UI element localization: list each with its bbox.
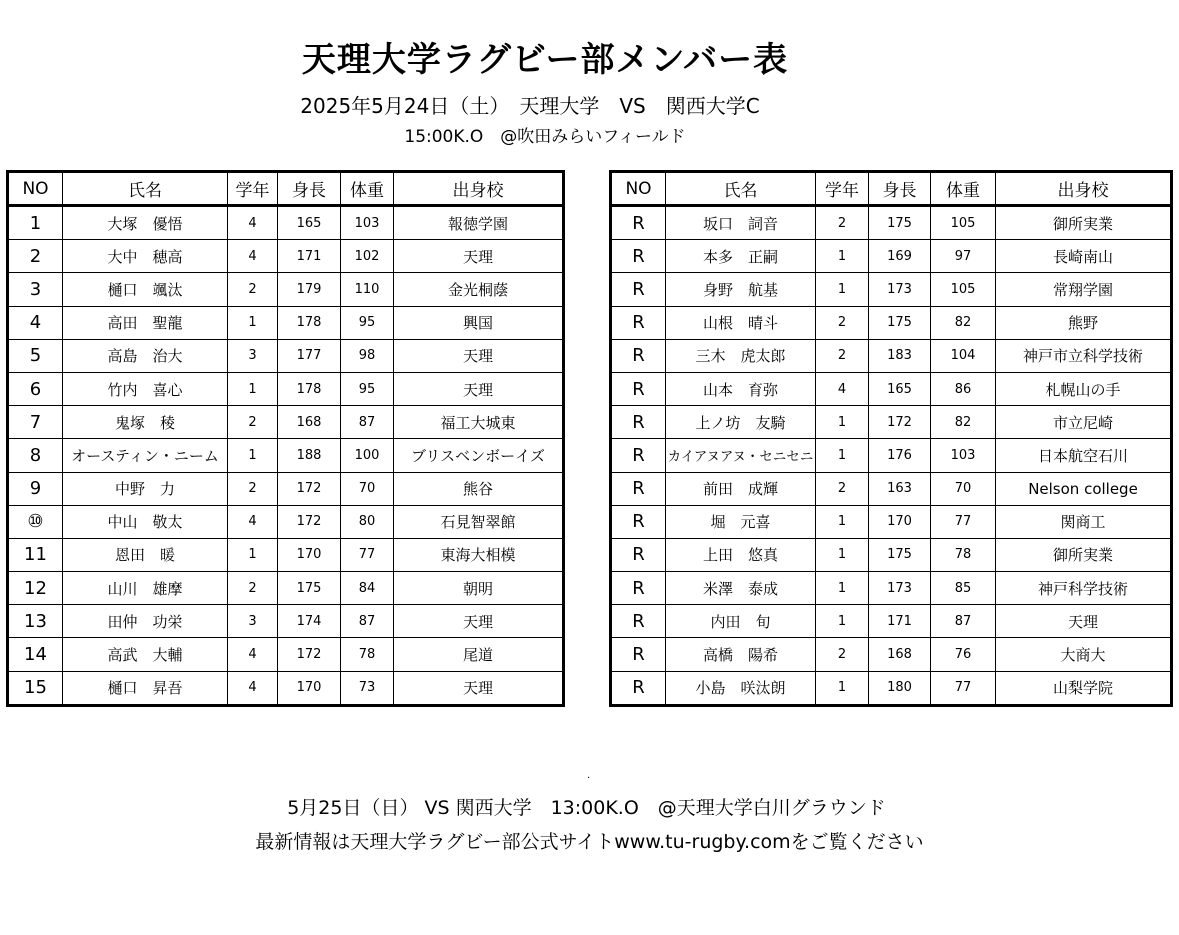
player-height: 180 [869,671,931,705]
player-name: 小島 咲汰朗 [666,671,816,705]
player-name: 恩田 暖 [63,538,228,571]
player-name: 米澤 泰成 [666,572,816,605]
player-grade: 2 [816,472,869,505]
player-number: 14 [8,638,63,671]
header-name: 氏名 [63,172,228,206]
player-height: 169 [869,240,931,273]
player-school: 天理 [394,339,564,372]
player-name: 山根 晴斗 [666,306,816,339]
player-weight: 87 [931,605,996,638]
player-weight: 87 [341,605,394,638]
player-number: R [611,572,666,605]
player-height: 170 [278,671,341,705]
player-grade: 1 [816,406,869,439]
player-weight: 76 [931,638,996,671]
table-row [8,306,564,339]
header-name: 氏名 [666,172,816,206]
player-grade: 2 [228,406,278,439]
table-row [611,339,1172,372]
player-grade: 1 [816,439,869,472]
player-weight: 97 [931,240,996,273]
player-school: 長崎南山 [996,240,1172,273]
player-number: R [611,372,666,405]
player-school: 報徳学園 [394,206,564,240]
player-school: 尾道 [394,638,564,671]
player-name: 大中 穂高 [63,240,228,273]
player-weight: 78 [931,538,996,571]
player-school: ブリスベンボーイズ [394,439,564,472]
player-number: 11 [8,538,63,571]
player-number: 12 [8,572,63,605]
player-number: 9 [8,472,63,505]
player-name: 高田 聖龍 [63,306,228,339]
player-grade: 1 [228,439,278,472]
player-name: 高武 大輔 [63,638,228,671]
player-weight: 105 [931,206,996,240]
player-weight: 73 [341,671,394,705]
table-row [8,206,564,240]
player-school: 熊野 [996,306,1172,339]
player-weight: 102 [341,240,394,273]
player-weight: 77 [931,671,996,705]
next-match-info [0,793,1179,820]
player-name: 高島 治大 [63,339,228,372]
player-weight: 84 [341,572,394,605]
player-number: R [611,439,666,472]
player-school: 金光桐蔭 [394,273,564,306]
player-grade: 4 [228,505,278,538]
player-grade: 1 [816,505,869,538]
player-height: 175 [869,538,931,571]
player-height: 177 [278,339,341,372]
player-name: 内田 旬 [666,605,816,638]
player-weight: 110 [341,273,394,306]
player-weight: 95 [341,372,394,405]
table-row [611,372,1172,405]
player-name: 上田 悠真 [666,538,816,571]
table-row [8,505,564,538]
player-grade: 4 [816,372,869,405]
player-number: 3 [8,273,63,306]
reserves-table [609,170,1173,707]
header-school: 出身校 [996,172,1172,206]
player-grade: 4 [228,638,278,671]
player-height: 172 [869,406,931,439]
player-weight: 80 [341,505,394,538]
header-height: 身長 [278,172,341,206]
player-school: 東海大相模 [394,538,564,571]
player-weight: 105 [931,273,996,306]
table-row [8,572,564,605]
player-name: 高橋 陽希 [666,638,816,671]
player-school: 札幌山の手 [996,372,1172,405]
player-name: 三木 虎太郎 [666,339,816,372]
table-row [8,372,564,405]
player-name: 竹内 喜心 [63,372,228,405]
player-grade: 2 [816,339,869,372]
player-school: 天理 [394,240,564,273]
player-grade: 1 [816,605,869,638]
player-weight: 82 [931,406,996,439]
player-height: 165 [869,372,931,405]
player-height: 175 [869,306,931,339]
player-number: 5 [8,339,63,372]
player-school: 御所実業 [996,538,1172,571]
player-grade: 1 [228,306,278,339]
player-height: 170 [869,505,931,538]
player-height: 178 [278,306,341,339]
player-grade: 2 [228,472,278,505]
player-number: 8 [8,439,63,472]
table-row [8,538,564,571]
player-number: R [611,406,666,439]
table-row [611,638,1172,671]
table-row [8,472,564,505]
player-weight: 87 [341,406,394,439]
player-school: 天理 [394,372,564,405]
player-weight: 77 [931,505,996,538]
table-row [611,306,1172,339]
player-grade: 2 [816,638,869,671]
player-name: 大塚 優悟 [63,206,228,240]
table-row [8,240,564,273]
player-grade: 1 [816,671,869,705]
player-height: 171 [869,605,931,638]
player-number: R [611,273,666,306]
table-row [611,505,1172,538]
player-weight: 78 [341,638,394,671]
player-name: 坂口 詞音 [666,206,816,240]
player-school: 市立尼崎 [996,406,1172,439]
player-name: 前田 成輝 [666,472,816,505]
player-height: 178 [278,372,341,405]
player-name: 樋口 昇吾 [63,671,228,705]
player-grade: 1 [228,372,278,405]
player-name: カイアヌアヌ・セニセニ [666,439,816,472]
player-number: R [611,306,666,339]
player-school: 石見智翠館 [394,505,564,538]
player-height: 173 [869,273,931,306]
player-school: 朝明 [394,572,564,605]
player-school: 天理 [394,605,564,638]
header-grade: 学年 [228,172,278,206]
player-grade: 2 [228,572,278,605]
page-title: 天理大学ラグビー部メンバー表 [301,40,789,80]
player-weight: 104 [931,339,996,372]
player-number: R [611,505,666,538]
player-name: オースティン・ニーム [63,439,228,472]
header-no: NO [8,172,63,206]
table-row [611,572,1172,605]
player-height: 165 [278,206,341,240]
table-row [611,406,1172,439]
player-weight: 86 [931,372,996,405]
table-row [8,439,564,472]
player-number: 2 [8,240,63,273]
player-school: 神戸科学技術 [996,572,1172,605]
kickoff-venue: 15:00K.O @吹田みらいフィールド [404,127,686,147]
player-grade: 1 [816,273,869,306]
player-number: 7 [8,406,63,439]
player-name: 中山 敬太 [63,505,228,538]
player-name: 身野 航基 [666,273,816,306]
player-school: 御所実業 [996,206,1172,240]
player-height: 175 [278,572,341,605]
player-name: 山本 育弥 [666,372,816,405]
player-weight: 95 [341,306,394,339]
player-weight: 70 [341,472,394,505]
player-school: 日本航空石川 [996,439,1172,472]
player-height: 183 [869,339,931,372]
player-grade: 2 [816,306,869,339]
player-school: 神戸市立科学技術 [996,339,1172,372]
header-weight: 体重 [341,172,394,206]
header-grade: 学年 [816,172,869,206]
player-school: Nelson college [996,472,1172,505]
table-header-row [8,172,564,206]
website-info: 最新情報は天理大学ラグビー部公式サイトwww.tu-rugby.comをご覧ください [255,831,924,853]
header-height: 身長 [869,172,931,206]
player-grade: 2 [228,273,278,306]
player-name: 鬼塚 稜 [63,406,228,439]
player-number: ⑩ [8,505,63,538]
player-school: 福工大城東 [394,406,564,439]
table-row [611,538,1172,571]
player-weight: 77 [341,538,394,571]
player-height: 171 [278,240,341,273]
table-row [611,439,1172,472]
starters-table [6,170,565,707]
player-weight: 85 [931,572,996,605]
player-number: R [611,240,666,273]
table-row [8,339,564,372]
player-height: 188 [278,439,341,472]
player-grade: 2 [816,206,869,240]
player-number: R [611,206,666,240]
player-number: 4 [8,306,63,339]
player-height: 173 [869,572,931,605]
table-row [8,273,564,306]
player-grade: 1 [228,538,278,571]
table-row [8,671,564,705]
table-row [8,605,564,638]
player-school: 興国 [394,306,564,339]
player-height: 175 [869,206,931,240]
header-school: 出身校 [394,172,564,206]
table-row [611,671,1172,705]
player-weight: 82 [931,306,996,339]
header-weight: 体重 [931,172,996,206]
player-weight: 103 [341,206,394,240]
player-name: 本多 正嗣 [666,240,816,273]
table-row [611,472,1172,505]
player-height: 168 [869,638,931,671]
stray-dot: . [587,770,591,781]
player-weight: 100 [341,439,394,472]
player-height: 172 [278,638,341,671]
player-grade: 3 [228,339,278,372]
table-row [611,273,1172,306]
player-school: 天理 [394,671,564,705]
player-name: 山川 雄摩 [63,572,228,605]
player-number: R [611,671,666,705]
player-grade: 3 [228,605,278,638]
player-name: 中野 力 [63,472,228,505]
header-no: NO [611,172,666,206]
player-name: 樋口 颯汰 [63,273,228,306]
player-school: 大商大 [996,638,1172,671]
player-height: 163 [869,472,931,505]
table-row [8,638,564,671]
player-number: R [611,538,666,571]
player-grade: 1 [816,240,869,273]
next-match-text: 5月25日（日） VS 関西大学 13:00K.O @天理大学白川グラウンド [287,797,886,819]
player-number: 6 [8,372,63,405]
match-info: 2025年5月24日（土） 天理大学 VS 関西大学C [300,94,760,118]
table-header-row [611,172,1172,206]
player-weight: 70 [931,472,996,505]
player-number: R [611,638,666,671]
player-height: 168 [278,406,341,439]
table-row [611,605,1172,638]
player-name: 上ノ坊 友騎 [666,406,816,439]
player-grade: 4 [228,240,278,273]
player-grade: 4 [228,671,278,705]
player-number: R [611,472,666,505]
player-school: 関商工 [996,505,1172,538]
player-height: 174 [278,605,341,638]
player-weight: 98 [341,339,394,372]
player-grade: 1 [816,538,869,571]
player-school: 山梨学院 [996,671,1172,705]
player-name: 田仲 功栄 [63,605,228,638]
player-number: 1 [8,206,63,240]
player-school: 熊谷 [394,472,564,505]
player-height: 172 [278,505,341,538]
player-number: R [611,605,666,638]
player-number: 15 [8,671,63,705]
player-height: 176 [869,439,931,472]
player-number: 13 [8,605,63,638]
player-number: R [611,339,666,372]
player-school: 常翔学園 [996,273,1172,306]
player-grade: 1 [816,572,869,605]
player-name: 堀 元喜 [666,505,816,538]
player-height: 170 [278,538,341,571]
table-row [8,406,564,439]
player-school: 天理 [996,605,1172,638]
table-row [611,240,1172,273]
table-row [611,206,1172,240]
player-grade: 4 [228,206,278,240]
player-weight: 103 [931,439,996,472]
player-height: 179 [278,273,341,306]
player-height: 172 [278,472,341,505]
